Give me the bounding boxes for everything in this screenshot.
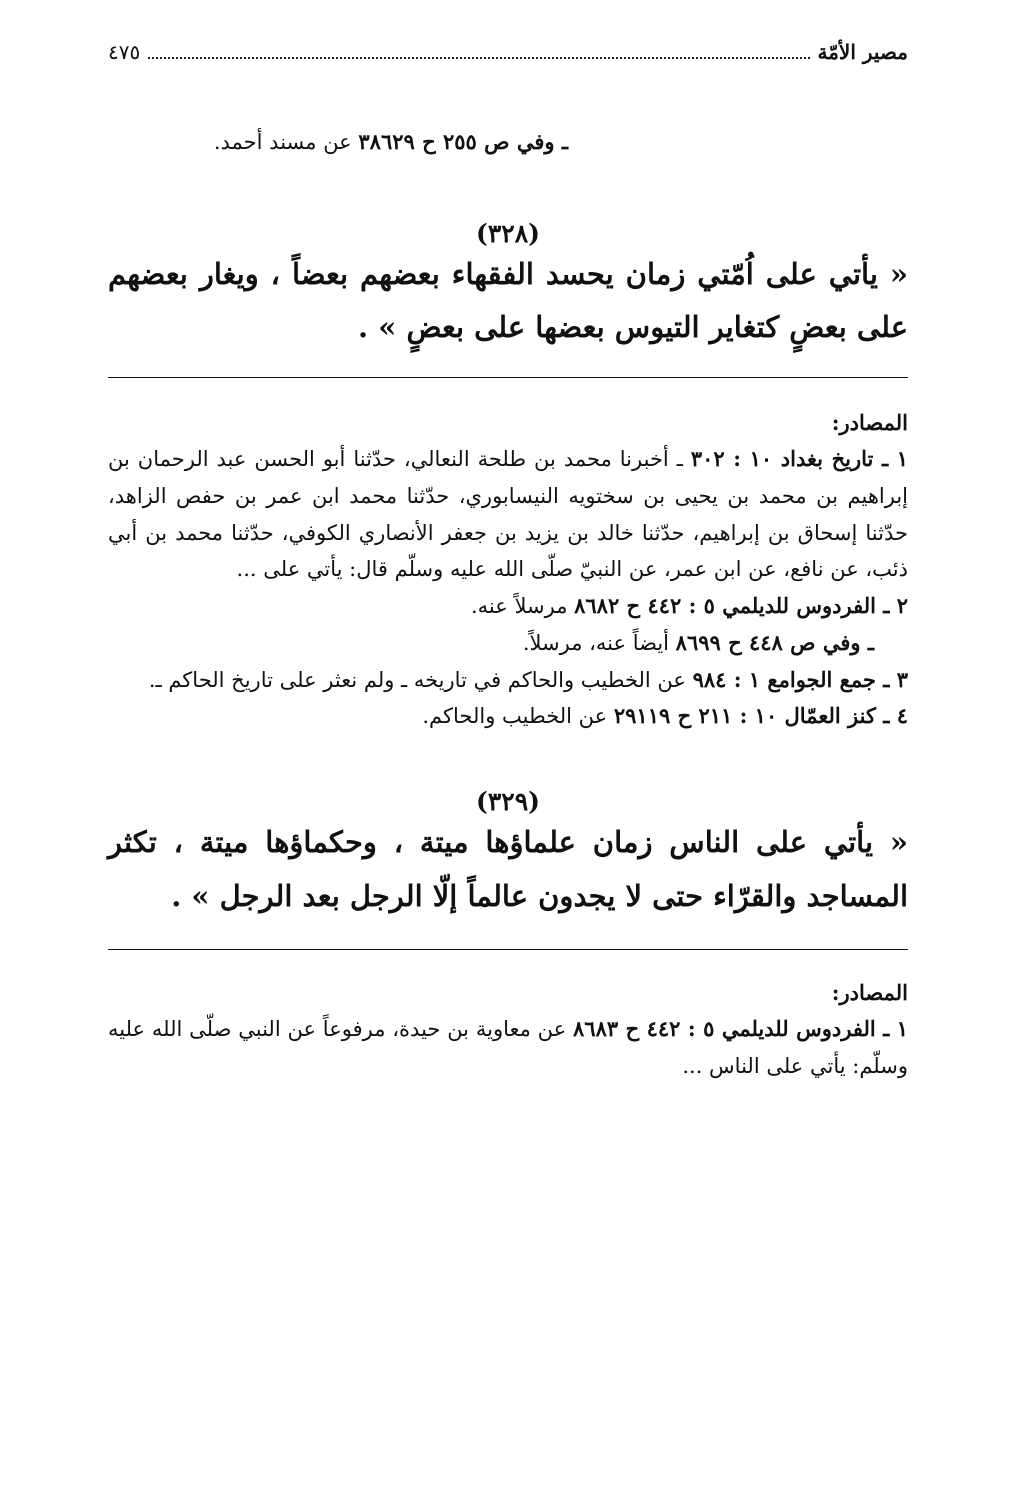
sources-list-329 bbox=[108, 1011, 908, 1085]
source-item bbox=[108, 698, 908, 735]
source-ref: ١ ـ الفردوس للديلمي ٥ : ٤٤٢ ح ٨٦٨٣ bbox=[573, 1016, 909, 1042]
sources-list-328 bbox=[108, 441, 908, 735]
source-ref: ـ وفي ص ٤٤٨ ح ٨٦٩٩ bbox=[675, 629, 874, 655]
divider-329 bbox=[108, 949, 908, 950]
source-ref: ٤ ـ كنز العمّال ١٠ : ٢١١ ح ٢٩١١٩ bbox=[613, 703, 908, 729]
source-text: عن الخطيب والحاكم. bbox=[422, 704, 614, 729]
source-item bbox=[108, 625, 908, 662]
leader-dots bbox=[148, 45, 809, 59]
running-title: مصير الأمّة bbox=[817, 40, 908, 64]
hadith-text-329: « يأتي على الناس زمان علماؤها ميتة ، وحكماؤها ميتة ، تكثر المساجد والقرّاء حتى لا يجدون عالماً إلّا الرجل بعد الرجل » . bbox=[108, 825, 908, 913]
page-number: ٤٧٥ bbox=[108, 40, 141, 64]
running-header bbox=[108, 40, 908, 80]
hadith-number-328: (٣٢٨) bbox=[476, 218, 540, 248]
source-text: ـ أخبرنا محمد بن طلحة النعالي، حدّثنا أبو الحسن عبد الرحمان بن إبراهيم بن محمد بن يحيى بن سختويه النيسابوري، حدّثنا محمد ابن عمر بن حفص الزاهد، حدّثنا إسحاق بن إبراهيم، حدّثنا خالد بن يزيد بن جعفر الأنصاري الكوفي، حدّثنا محمد بن أبي ذئب، عن نافع، عن ابن عمر، عن النبيّ صلّى الله عليه وسلّم قال: يأتي على ... bbox=[108, 447, 908, 582]
top-note-ref: ـ وفي ص ٢٥٥ ح ٣٨٦٢٩ bbox=[358, 129, 568, 154]
source-text: عن معاوية بن حيدة، مرفوعاً عن النبي صلّى الله عليه وسلّم: يأتي على الناس ... bbox=[108, 1017, 908, 1079]
divider-328 bbox=[108, 377, 908, 378]
top-note-text: عن مسند أحمد. bbox=[213, 130, 359, 154]
source-item bbox=[108, 588, 908, 625]
top-note bbox=[108, 124, 908, 161]
source-text: مرسلاً عنه. bbox=[471, 594, 575, 619]
source-item bbox=[108, 1011, 908, 1085]
hadith-number-329: (٣٢٩) bbox=[476, 787, 540, 817]
source-item bbox=[108, 662, 908, 699]
source-text: عن الخطيب والحاكم في تاريخه ـ ولم نعثر على تاريخ الحاكم ـ. bbox=[148, 667, 693, 692]
book-page bbox=[108, 40, 908, 1085]
source-text: أيضاً عنه، مرسلاً. bbox=[522, 630, 676, 655]
sources-heading-329: المصادر: bbox=[831, 980, 908, 1006]
source-ref: ٣ ـ جمع الجوامع ١ : ٩٨٤ bbox=[692, 666, 908, 692]
hadith-text-328: « يأتي على اُمّتي زمان يحسد الفقهاء بعضهم بعضاً ، ويغار بعضهم على بعضٍ كتغاير التيوس بعضها على بعضٍ » . bbox=[108, 256, 908, 345]
sources-heading-328: المصادر: bbox=[831, 410, 908, 436]
source-ref: ٢ ـ الفردوس للديلمي ٥ : ٤٤٢ ح ٨٦٨٢ bbox=[574, 593, 908, 619]
source-ref: ١ ـ تاريخ بغداد ١٠ : ٣٠٢ bbox=[690, 446, 908, 472]
source-item bbox=[108, 441, 908, 588]
